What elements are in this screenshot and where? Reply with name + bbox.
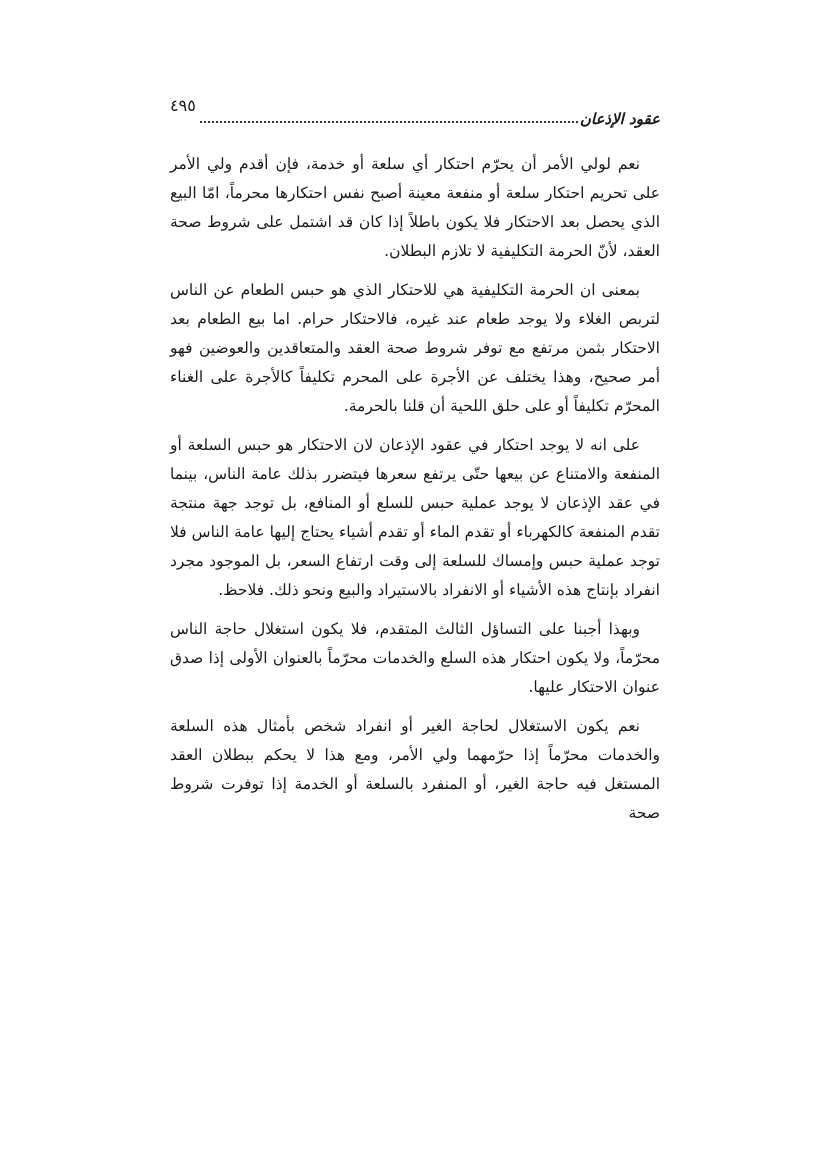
paragraph-3: على انه لا يوجد احتكار في عقود الإذعان لان الاحتكار هو حبس السلعة أو المنفعة والامتناع عن بيعها حتّى يرتفع سعرها فيتضرر بذلك عامة الناس، بينما في عقد الإذعان لا يوجد عملية حبس للسلع أو المنافع، بل توجد جهة منتجة تقدم المنفعة كالكهرباء أو تقدم الماء أو تقدم أشياء يحتاج إليها عامة الناس فلا توجد عملية حبس وإمساك للسلعة إلى وقت ارتفاع السعر، بل الموجود مجرد انفراد بإنتاج هذه الأشياء أو الانفراد بالاستيراد والبيع ونحو ذلك. فلاحظ. <box>170 436 660 599</box>
body-text <box>170 150 660 838</box>
header-leader-dots <box>200 113 578 123</box>
paragraph-4: وبهذا أجبنا على التساؤل الثالث المتقدم، فلا يكون استغلال حاجة الناس محرّماً، ولا يكون احتكار هذه السلع والخدمات محرّماً بالعنوان الأولى إذا صدق عنوان الاحتكار عليها. <box>170 620 660 696</box>
page-number: ٤٩٥ <box>170 96 196 115</box>
running-header <box>170 96 660 128</box>
paragraph-5: نعم يكون الاستغلال لحاجة الغير أو انفراد شخص بأمثال هذه السلعة والخدمات محرّماً إذا حرّمهما ولي الأمر، ومع هذا لا يحكم ببطلان العقد المستغل فيه حاجة الغير، أو المنفرد بالسلعة أو الخدمة إذا توفرت شروط صحة <box>170 717 660 822</box>
paragraph-2: بمعنى ان الحرمة التكليفية هي للاحتكار الذي هو حبس الطعام عن الناس لتربص الغلاء ولا يوجد طعام عند غيره، فالاحتكار حرام. اما بيع الطعام بعد الاحتكار بثمن مرتفع مع توفر شروط صحة العقد والمتعاقدين والعوضين فهو أمر صحيح، وهذا يختلف عن الأجرة على المحرم تكليفاً كالأجرة على الغناء المحرّم تكليفاً أو على حلق اللحية أن قلنا بالحرمة. <box>170 281 660 415</box>
header-title: عقود الإذعان <box>579 110 660 128</box>
paragraph-1: نعم لولي الأمر أن يحرّم احتكار أي سلعة أو خدمة، فإن أقدم ولي الأمر على تحريم احتكار سلعة أو منفعة معينة أصبح نفس احتكارها محرماً، امّا البيع الذي يحصل بعد الاحتكار فلا يكون باطلاً إذا كان قد اشتمل على شروط صحة العقد، لأنّ الحرمة التكليفية لا تلازم البطلان. <box>170 155 660 260</box>
